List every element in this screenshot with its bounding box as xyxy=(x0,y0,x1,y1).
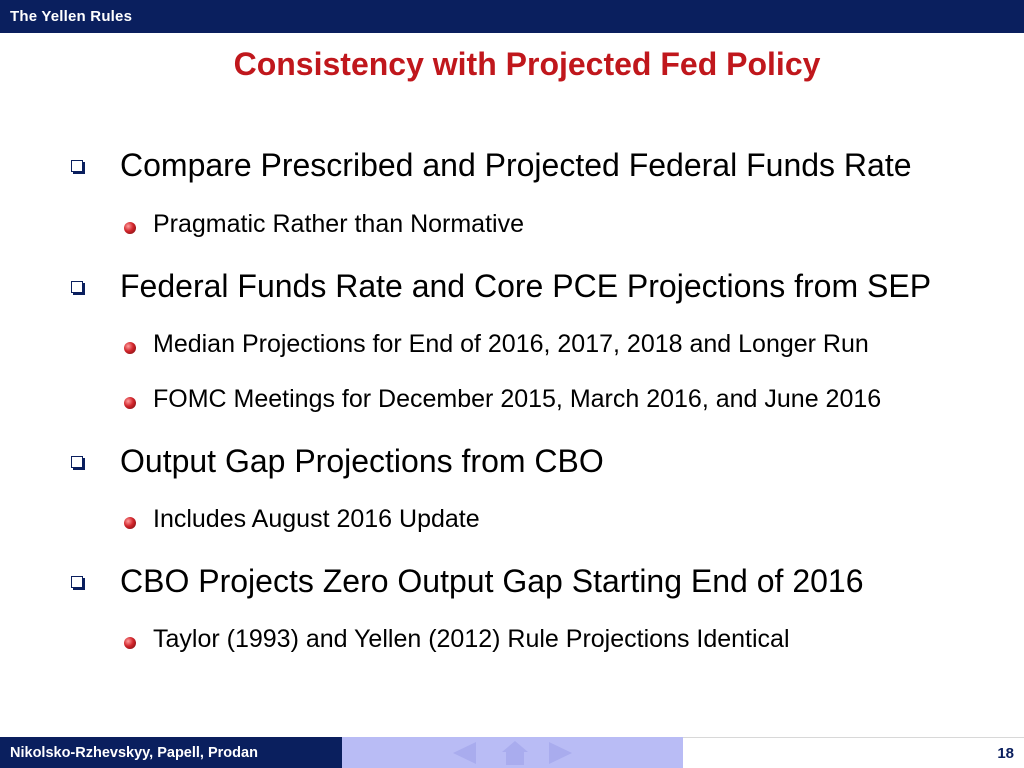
sub-bullet-item: FOMC Meetings for December 2015, March 2016, and June 2016 xyxy=(153,385,882,413)
home-icon[interactable] xyxy=(500,740,530,766)
footer-bar xyxy=(0,737,1024,768)
bullet-item: Federal Funds Rate and Core PCE Projections from SEP xyxy=(120,268,932,304)
round-bullet-icon xyxy=(124,637,136,649)
page-number: 18 xyxy=(997,745,1014,762)
round-bullet-icon xyxy=(124,342,136,354)
author-names: Nikolsko-Rzhevskyy, Papell, Prodan xyxy=(10,745,258,761)
square-bullet-icon xyxy=(71,456,83,468)
slide-title: Consistency with Projected Fed Policy xyxy=(233,46,821,82)
round-bullet-icon xyxy=(124,222,136,234)
bullet-item: CBO Projects Zero Output Gap Starting End of 2016 xyxy=(120,563,864,599)
sub-bullet-item: Median Projections for End of 2016, 2017, 2018 and Longer Run xyxy=(153,330,869,358)
square-bullet-icon xyxy=(71,160,83,172)
page-number-section xyxy=(683,737,1024,768)
back-arrow-icon[interactable] xyxy=(449,740,479,766)
footer-authors-section xyxy=(0,737,342,768)
round-bullet-icon xyxy=(124,517,136,529)
presentation-short-title: The Yellen Rules xyxy=(10,8,133,25)
sub-bullet-item: Taylor (1993) and Yellen (2012) Rule Projections Identical xyxy=(153,625,790,653)
square-bullet-icon xyxy=(71,281,83,293)
navigation-section xyxy=(342,737,683,768)
bullet-item: Output Gap Projections from CBO xyxy=(120,443,604,479)
bullet-item: Compare Prescribed and Projected Federal Funds Rate xyxy=(120,147,912,183)
square-bullet-icon xyxy=(71,576,83,588)
forward-arrow-icon[interactable] xyxy=(546,740,576,766)
sub-bullet-item: Pragmatic Rather than Normative xyxy=(153,210,524,238)
round-bullet-icon xyxy=(124,397,136,409)
sub-bullet-item: Includes August 2016 Update xyxy=(153,505,480,533)
